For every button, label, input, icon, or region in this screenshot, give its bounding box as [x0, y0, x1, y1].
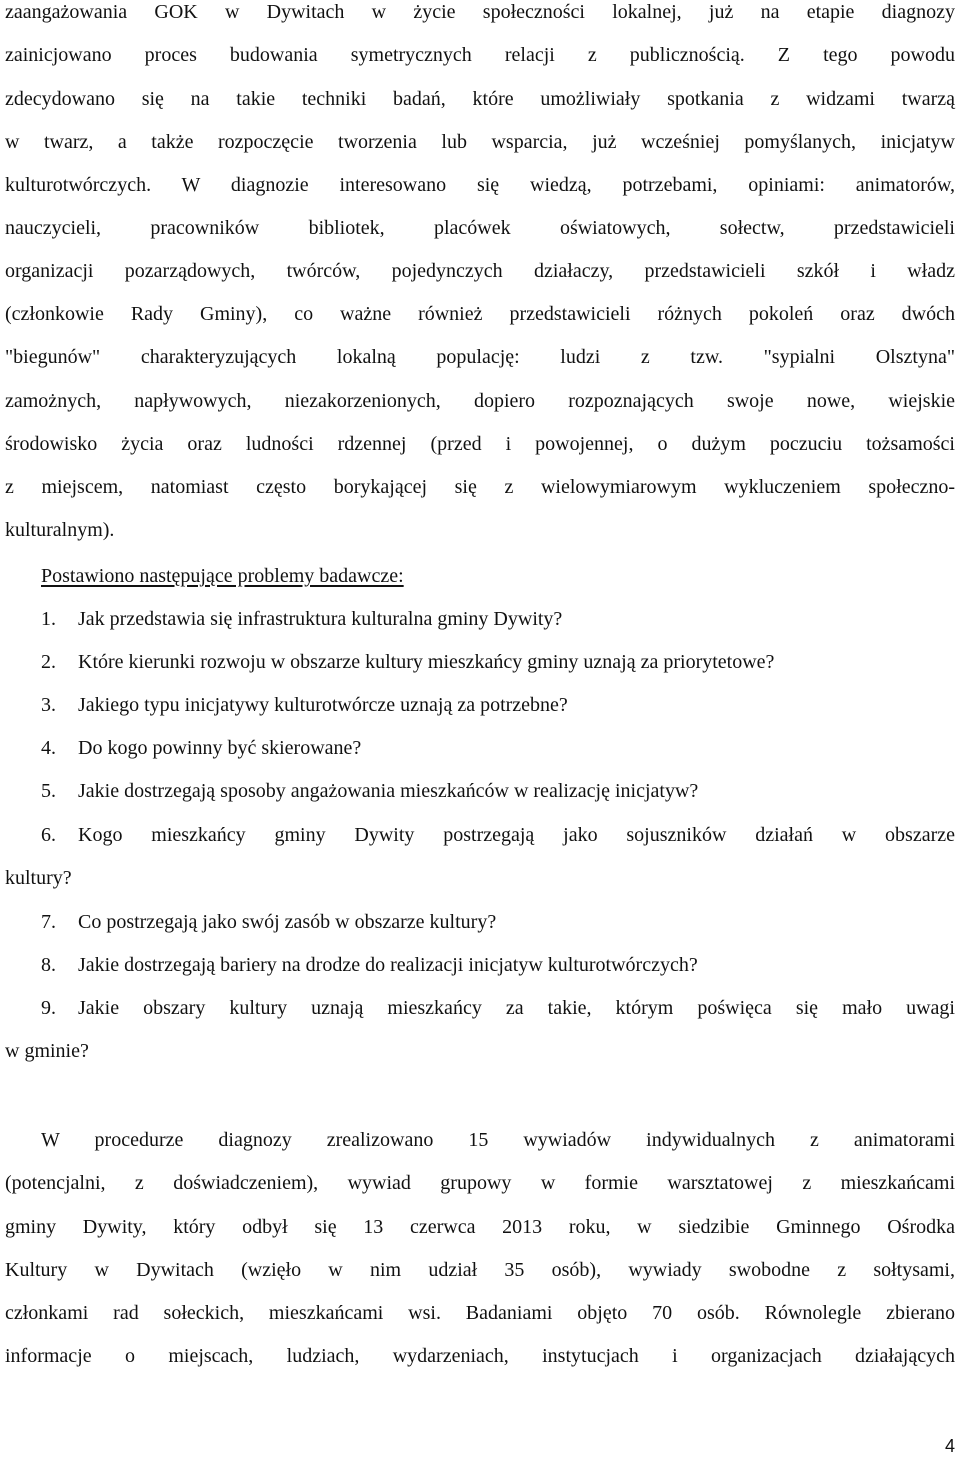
list-item: [41, 776, 955, 806]
list-item: [41, 733, 955, 763]
text-line: (potencjalni, z doświadczeniem), wywiad grupowy w formie warsztatowej z mieszkańcami: [5, 1172, 955, 1194]
list-item: [41, 907, 955, 937]
text-line: w twarz, a także rozpoczęcie tworzenia lub wsparcia, już wcześniej pomyślanych, inicjatyw: [5, 131, 955, 153]
list-number: 7.: [41, 911, 56, 933]
list-item: [41, 647, 955, 677]
list-text: Jakie dostrzegają sposoby angażowania mieszkańców w realizację inicjatyw?: [78, 780, 699, 802]
list-item: [41, 820, 955, 850]
list-item-continuation: kultury?: [5, 867, 72, 889]
text-line: nauczycieli, pracowników bibliotek, placówek oświatowych, sołectw, przedstawicieli: [5, 217, 955, 239]
list-number: 4.: [41, 737, 56, 759]
list-text: Jakie obszary kultury uznają mieszkańcy za takie, którym poświęca się mało uwagi: [78, 997, 955, 1019]
text-line: kulturotwórczych. W diagnozie interesowano się wiedzą, potrzebami, opiniami: animatorów,: [5, 174, 955, 196]
text-line: zamożnych, napływowych, niezakorzenionych, dopiero rozpoznających swoje nowe, wiejskie: [5, 390, 955, 412]
list-item: [41, 993, 955, 1023]
list-number: 6.: [41, 824, 56, 846]
list-text: Jakie dostrzegają bariery na drodze do realizacji inicjatyw kulturotwórczych?: [78, 954, 698, 976]
problems-heading: Postawiono następujące problemy badawcze:: [41, 565, 404, 587]
text-line: kulturalnym).: [5, 519, 115, 541]
list-item-continuation: w gminie?: [5, 1040, 89, 1062]
list-text: Do kogo powinny być skierowane?: [78, 737, 362, 759]
text-line: Kultury w Dywitach (wzięło w nim udział 35 osób), wywiady swobodne z sołtysami,: [5, 1259, 955, 1281]
list-number: 5.: [41, 780, 56, 802]
list-text: Kogo mieszkańcy gminy Dywity postrzegają jako sojuszników działań w obszarze: [78, 824, 955, 846]
list-text: Jak przedstawia się infrastruktura kulturalna gminy Dywity?: [78, 608, 563, 630]
list-item: [41, 604, 955, 634]
text-line: organizacji pozarządowych, twórców, pojedynczych działaczy, przedstawicieli szkół i władz: [5, 260, 955, 282]
text-line: środowisko życia oraz ludności rdzennej (przed i powojennej, o dużym poczuciu tożsamości: [5, 433, 955, 455]
text-line: członkami rad sołeckich, mieszkańcami wsi. Badaniami objęto 70 osób. Równolegle zbierano: [5, 1302, 955, 1324]
text-line: zaangażowania GOK w Dywitach w życie społeczności lokalnej, już na etapie diagnozy: [5, 1, 955, 23]
page-number: 4: [944, 1436, 955, 1456]
list-number: 2.: [41, 651, 56, 673]
list-number: 1.: [41, 608, 56, 630]
text-line: informacje o miejscach, ludziach, wydarzeniach, instytucjach i organizacjach działających: [5, 1345, 955, 1367]
text-line: W procedurze diagnozy zrealizowano 15 wywiadów indywidualnych z animatorami: [41, 1129, 955, 1151]
list-item: [41, 690, 955, 720]
text-line: zainicjowano proces budowania symetrycznych relacji z publicznością. Z tego powodu: [5, 44, 955, 66]
text-line: gminy Dywity, który odbył się 13 czerwca 2013 roku, w siedzibie Gminnego Ośrodka: [5, 1216, 955, 1238]
list-text: Co postrzegają jako swój zasób w obszarze kultury?: [78, 911, 497, 933]
text-line: (członkowie Rady Gminy), co ważne również przedstawicieli różnych pokoleń oraz dwóch: [5, 303, 955, 325]
text-line: zdecydowano się na takie techniki badań, które umożliwiały spotkania z widzami twarzą: [5, 88, 955, 110]
text-line: z miejscem, natomiast często borykającej się z wielowymiarowym wykluczeniem społeczno-: [5, 476, 955, 498]
list-text: Jakiego typu inicjatywy kulturotwórcze uznają za potrzebne?: [78, 694, 568, 716]
list-text: Które kierunki rozwoju w obszarze kultury mieszkańcy gminy uznają za priorytetowe?: [78, 651, 775, 673]
list-number: 3.: [41, 694, 56, 716]
text-line: "biegunów" charakteryzujących lokalną populację: ludzi z tzw. "sypialni Olsztyna": [5, 346, 955, 368]
list-item: [41, 950, 955, 980]
list-number: 8.: [41, 954, 56, 976]
list-number: 9.: [41, 997, 56, 1019]
